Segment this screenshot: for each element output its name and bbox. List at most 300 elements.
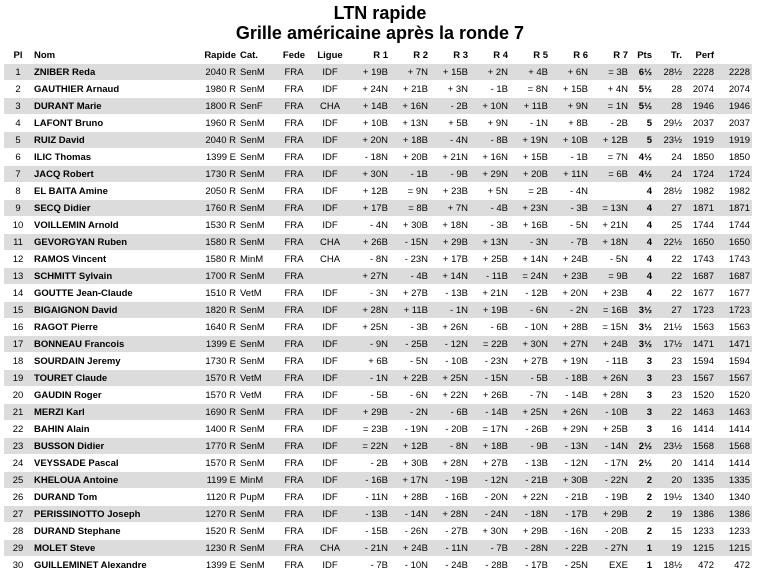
table-cell: 28½ [654, 183, 684, 200]
table-cell: IDF [312, 336, 348, 353]
table-cell: 2½ [630, 438, 654, 455]
player-name: GEVORGYAN Ruben [32, 234, 192, 251]
table-cell: - 16B [430, 489, 470, 506]
table-cell: 1730 R [192, 353, 238, 370]
table-cell: 1650 [684, 234, 716, 251]
table-cell: - 28B [470, 557, 510, 574]
table-cell: 1982 [684, 183, 716, 200]
table-cell: 24 [654, 166, 684, 183]
player-name: VOILLEMIN Arnold [32, 217, 192, 234]
table-cell: 1233 [716, 523, 752, 540]
table-cell: FRA [276, 387, 312, 404]
table-cell: VetM [238, 285, 276, 302]
table-cell: 1471 [716, 336, 752, 353]
table-cell: 15 [654, 523, 684, 540]
table-cell: 1270 R [192, 506, 238, 523]
table-cell: + 14N [510, 251, 550, 268]
player-name: PERISSINOTTO Joseph [32, 506, 192, 523]
table-cell: IDF [312, 319, 348, 336]
table-cell: 21½ [654, 319, 684, 336]
table-cell: - 5B [348, 387, 390, 404]
player-name: VEYSSADE Pascal [32, 455, 192, 472]
table-cell: = 15N [590, 319, 630, 336]
table-cell: - 21B [550, 489, 590, 506]
table-cell: + 26B [348, 234, 390, 251]
table-cell: 4½ [630, 166, 654, 183]
table-cell: 2037 [716, 115, 752, 132]
table-cell: 1 [630, 540, 654, 557]
table-cell: + 21B [390, 81, 430, 98]
table-cell: 1399 E [192, 336, 238, 353]
table-cell: 15 [4, 302, 32, 319]
table-row [4, 557, 752, 574]
table-cell: + 29B [510, 523, 550, 540]
table-cell: FRA [276, 251, 312, 268]
table-cell: 1743 [716, 251, 752, 268]
player-name: MOLET Steve [32, 540, 192, 557]
table-row [4, 217, 752, 234]
table-cell: FRA [276, 149, 312, 166]
table-cell: + 24B [390, 540, 430, 557]
table-cell: SenM [238, 557, 276, 574]
table-cell: SenM [238, 64, 276, 81]
table-cell: 1520 [716, 387, 752, 404]
table-cell: 1335 [684, 472, 716, 489]
table-cell: + 11B [390, 302, 430, 319]
table-cell: - 6B [470, 319, 510, 336]
table-cell: 1335 [716, 472, 752, 489]
table-cell: 2½ [630, 455, 654, 472]
table-cell: 1980 R [192, 81, 238, 98]
table-cell: = 17N [470, 421, 510, 438]
table-cell: 3 [4, 98, 32, 115]
table-cell: 27 [654, 200, 684, 217]
table-cell: 22½ [654, 234, 684, 251]
player-name: GAUDIN Roger [32, 387, 192, 404]
table-cell: 2074 [684, 81, 716, 98]
table-cell: FRA [276, 81, 312, 98]
table-cell: + 4N [590, 81, 630, 98]
table-cell: 6½ [630, 64, 654, 81]
table-cell: - 13B [430, 285, 470, 302]
table-cell: + 16B [510, 217, 550, 234]
table-cell: + 30N [470, 523, 510, 540]
table-cell: + 8B [550, 115, 590, 132]
table-cell: + 28B [550, 319, 590, 336]
column-header: R 5 [533, 50, 548, 61]
table-cell: 27 [654, 302, 684, 319]
table-cell: IDF [312, 302, 348, 319]
table-cell: - 1B [550, 149, 590, 166]
table-cell: + 18B [470, 438, 510, 455]
table-cell: 2228 [716, 64, 752, 81]
table-cell: 1567 [684, 370, 716, 387]
page-title: LTN rapide [333, 3, 427, 23]
table-cell: + 12B [590, 132, 630, 149]
table-cell: + 16N [470, 149, 510, 166]
table-cell: + 30B [550, 472, 590, 489]
table-cell: 24 [4, 455, 32, 472]
table-cell: - 7B [550, 234, 590, 251]
table-cell: 1743 [684, 251, 716, 268]
table-cell: 1414 [716, 455, 752, 472]
column-header [716, 47, 752, 64]
table-cell: - 14B [470, 404, 510, 421]
table-cell: + 30N [510, 336, 550, 353]
table-cell: VetM [238, 387, 276, 404]
table-cell: + 29B [430, 234, 470, 251]
player-name: RAMOS Vincent [32, 251, 192, 268]
table-cell: + 20B [390, 149, 430, 166]
table-cell: + 14N [430, 268, 470, 285]
standings-table [4, 47, 752, 574]
table-cell: 2 [4, 81, 32, 98]
table-cell: - 13B [348, 506, 390, 523]
table-cell: 1770 R [192, 438, 238, 455]
table-cell: - 10B [430, 353, 470, 370]
table-cell: 1724 [716, 166, 752, 183]
table-cell: IDF [312, 200, 348, 217]
table-cell: + 13N [470, 234, 510, 251]
table-cell: IDF [312, 421, 348, 438]
table-cell: - 1N [348, 370, 390, 387]
table-cell: IDF [312, 557, 348, 574]
table-cell: 3 [630, 353, 654, 370]
table-cell: FRA [276, 336, 312, 353]
table-cell: 1946 [716, 98, 752, 115]
table-cell: 22 [654, 251, 684, 268]
table-cell: FRA [276, 64, 312, 81]
table-cell: + 25N [510, 404, 550, 421]
table-cell: + 9N [550, 98, 590, 115]
table-row [4, 64, 752, 81]
table-cell: - 2B [348, 455, 390, 472]
player-name: GUILLEMINET Alexandre [32, 557, 192, 574]
table-cell: 1520 [684, 387, 716, 404]
table-cell: + 19B [348, 64, 390, 81]
table-cell: 1982 [716, 183, 752, 200]
table-cell: = 13N [590, 200, 630, 217]
table-cell: 1340 [684, 489, 716, 506]
table-cell: = 2B [510, 183, 550, 200]
table-cell: 1471 [684, 336, 716, 353]
table-cell: 5 [630, 132, 654, 149]
column-header: R 4 [493, 50, 508, 61]
table-cell: 1677 [716, 285, 752, 302]
table-cell: 4 [630, 251, 654, 268]
table-cell: - 14B [550, 387, 590, 404]
table-cell: 1230 R [192, 540, 238, 557]
table-cell: + 24B [590, 336, 630, 353]
player-name: LAFONT Bruno [32, 115, 192, 132]
table-cell: + 21N [430, 149, 470, 166]
table-cell: 5½ [630, 98, 654, 115]
table-cell: = 8N [510, 81, 550, 98]
table-cell: 1510 R [192, 285, 238, 302]
table-cell: IDF [312, 472, 348, 489]
table-cell: = 9N [390, 183, 430, 200]
table-cell: FRA [276, 217, 312, 234]
table-cell: + 15B [430, 64, 470, 81]
table-cell: - 5B [510, 370, 550, 387]
table-cell: + 30B [390, 217, 430, 234]
table-cell: 19½ [654, 489, 684, 506]
table-cell: IDF [312, 438, 348, 455]
table-cell: + 19B [470, 302, 510, 319]
table-cell: + 28B [390, 489, 430, 506]
table-cell: + 3N [430, 81, 470, 98]
table-cell: - 23N [470, 353, 510, 370]
table-cell: - 25B [390, 336, 430, 353]
table-cell: + 23N [510, 200, 550, 217]
table-cell: 1744 [716, 217, 752, 234]
table-cell: - 3B [390, 319, 430, 336]
table-row [4, 370, 752, 387]
table-cell: = 9B [590, 268, 630, 285]
table-cell: 3½ [630, 336, 654, 353]
table-cell: 12 [4, 251, 32, 268]
column-header: Tr. [670, 50, 682, 61]
table-cell: CHA [312, 540, 348, 557]
table-row [4, 234, 752, 251]
column-header: Cat. [240, 50, 258, 61]
table-cell: 23½ [654, 132, 684, 149]
table-cell: 4 [4, 115, 32, 132]
table-cell: 2 [630, 472, 654, 489]
player-name: JACQ Robert [32, 166, 192, 183]
table-cell: 22 [654, 404, 684, 421]
table-cell: 9 [4, 200, 32, 217]
table-cell: 2040 R [192, 64, 238, 81]
table-cell: VetM [238, 370, 276, 387]
table-cell: 1690 R [192, 404, 238, 421]
table-cell: = 6B [590, 166, 630, 183]
table-cell: SenM [238, 234, 276, 251]
player-name: BONNEAU Francois [32, 336, 192, 353]
table-cell: - 10N [390, 557, 430, 574]
table-cell: 1723 [684, 302, 716, 319]
table-cell: + 13N [390, 115, 430, 132]
table-cell: + 27N [348, 268, 390, 285]
table-cell: - 5N [390, 353, 430, 370]
table-cell: - 10B [590, 404, 630, 421]
player-name: BAHIN Alain [32, 421, 192, 438]
table-cell: + 26N [550, 404, 590, 421]
table-cell: - 2B [430, 98, 470, 115]
table-cell: + 28N [590, 387, 630, 404]
table-cell: + 29N [470, 166, 510, 183]
table-cell: 1414 [684, 421, 716, 438]
table-cell: 1 [4, 64, 32, 81]
player-name: SCHMITT Sylvain [32, 268, 192, 285]
table-cell: FRA [276, 472, 312, 489]
table-cell: + 28N [348, 302, 390, 319]
table-cell: CHA [312, 98, 348, 115]
table-cell: + 14B [348, 98, 390, 115]
table-cell: FRA [276, 183, 312, 200]
table-cell: - 21B [510, 472, 550, 489]
table-cell: - 22B [550, 540, 590, 557]
table-cell: 1723 [716, 302, 752, 319]
table-cell: - 3B [470, 217, 510, 234]
table-cell: - 20N [470, 489, 510, 506]
table-cell: 8 [4, 183, 32, 200]
table-cell: IDF [312, 506, 348, 523]
table-cell: - 18N [510, 506, 550, 523]
column-header: Nom [34, 50, 56, 61]
table-cell: CHA [312, 234, 348, 251]
table-row [4, 268, 752, 285]
table-cell: 1871 [716, 200, 752, 217]
table-cell: - 19N [390, 421, 430, 438]
table-cell: 6 [4, 149, 32, 166]
table-cell: - 1N [430, 302, 470, 319]
table-cell: = 3B [590, 64, 630, 81]
table-cell: SenM [238, 132, 276, 149]
table-cell: 10 [4, 217, 32, 234]
player-name: DURAND Tom [32, 489, 192, 506]
table-cell: 1724 [684, 166, 716, 183]
table-cell: 1871 [684, 200, 716, 217]
table-cell: FRA [276, 455, 312, 472]
table-cell: + 15B [510, 149, 550, 166]
player-name: ZNIBER Reda [32, 64, 192, 81]
table-cell: + 15B [550, 81, 590, 98]
table-cell: - 12N [550, 455, 590, 472]
table-cell: FRA [276, 98, 312, 115]
table-row [4, 506, 752, 523]
table-cell: 1960 R [192, 115, 238, 132]
table-cell: 4 [630, 234, 654, 251]
table-cell: SenM [238, 81, 276, 98]
table-cell: - 17N [590, 455, 630, 472]
table-cell: SenM [238, 217, 276, 234]
table-cell: 1463 [684, 404, 716, 421]
table-cell: - 22N [590, 472, 630, 489]
table-cell: + 26N [590, 370, 630, 387]
column-header: Pl [13, 50, 23, 61]
table-row [4, 285, 752, 302]
table-cell: SenM [238, 302, 276, 319]
table-cell: 28 [654, 81, 684, 98]
table-cell: + 23B [430, 183, 470, 200]
table-cell: 2 [630, 489, 654, 506]
table-cell: + 25N [430, 370, 470, 387]
table-cell: SenM [238, 404, 276, 421]
table-row [4, 200, 752, 217]
table-cell: FRA [276, 489, 312, 506]
table-cell: - 10N [510, 319, 550, 336]
table-cell: 1 [630, 557, 654, 574]
table-cell: - 11B [590, 353, 630, 370]
table-row [4, 489, 752, 506]
table-cell: - 3N [510, 234, 550, 251]
column-header: Fede [282, 50, 306, 61]
table-cell: SenF [238, 98, 276, 115]
table-cell: - 15B [348, 523, 390, 540]
table-cell: - 27B [430, 523, 470, 540]
table-cell: - 4B [470, 200, 510, 217]
table-cell: 22 [654, 268, 684, 285]
table-cell: + 10B [348, 115, 390, 132]
table-cell: - 9B [510, 438, 550, 455]
table-cell: EXE [590, 557, 630, 574]
player-name: SOURDAIN Jeremy [32, 353, 192, 370]
table-cell: 1567 [716, 370, 752, 387]
player-name: DURAND Stephane [32, 523, 192, 540]
table-row [4, 421, 752, 438]
table-cell: - 14N [390, 506, 430, 523]
table-cell: + 20B [510, 166, 550, 183]
table-cell: - 18B [550, 370, 590, 387]
page-subtitle: Grille américaine après la ronde 7 [235, 23, 525, 43]
table-cell: SenM [238, 166, 276, 183]
table-cell: SenM [238, 115, 276, 132]
table-cell: - 13N [550, 438, 590, 455]
table-cell: SenM [238, 149, 276, 166]
table-cell: - 8B [470, 132, 510, 149]
player-name: GOUTTE Jean-Claude [32, 285, 192, 302]
table-cell: FRA [276, 404, 312, 421]
table-cell: + 29B [590, 506, 630, 523]
table-row [4, 149, 752, 166]
table-cell: 29½ [654, 115, 684, 132]
table-cell: + 11B [510, 98, 550, 115]
table-cell: 23 [654, 370, 684, 387]
table-row [4, 251, 752, 268]
table-cell: - 1B [470, 81, 510, 98]
table-cell: 1744 [684, 217, 716, 234]
table-cell: - 16N [550, 523, 590, 540]
table-cell: SenM [238, 268, 276, 285]
table-cell: 1399 E [192, 557, 238, 574]
table-cell: 3 [630, 404, 654, 421]
table-cell: 1570 R [192, 455, 238, 472]
table-cell [312, 268, 348, 285]
table-cell: 23 [4, 438, 32, 455]
table-cell: 1570 R [192, 370, 238, 387]
table-cell: - 5N [550, 217, 590, 234]
table-cell: IDF [312, 489, 348, 506]
table-cell: - 3B [550, 200, 590, 217]
table-cell: FRA [276, 370, 312, 387]
table-cell: 1215 [684, 540, 716, 557]
table-cell: 23½ [654, 438, 684, 455]
table-cell: 3½ [630, 319, 654, 336]
table-cell: = 1N [590, 98, 630, 115]
table-cell: + 17B [348, 200, 390, 217]
table-cell: - 12N [470, 472, 510, 489]
table-cell: 5½ [630, 81, 654, 98]
table-cell: IDF [312, 183, 348, 200]
table-cell: 1199 E [192, 472, 238, 489]
player-name: MERZI Karl [32, 404, 192, 421]
table-cell: 28 [4, 523, 32, 540]
table-cell: SenM [238, 183, 276, 200]
table-row [4, 438, 752, 455]
table-cell: 1233 [684, 523, 716, 540]
column-header: R 6 [573, 50, 588, 61]
table-cell: 20 [654, 472, 684, 489]
table-cell: 4 [630, 217, 654, 234]
table-cell: 4 [630, 200, 654, 217]
table-cell: 1386 [716, 506, 752, 523]
table-cell: + 26B [470, 387, 510, 404]
table-cell: + 21N [590, 217, 630, 234]
table-cell: + 4B [510, 64, 550, 81]
table-cell: SenM [238, 353, 276, 370]
table-cell: 2040 R [192, 132, 238, 149]
